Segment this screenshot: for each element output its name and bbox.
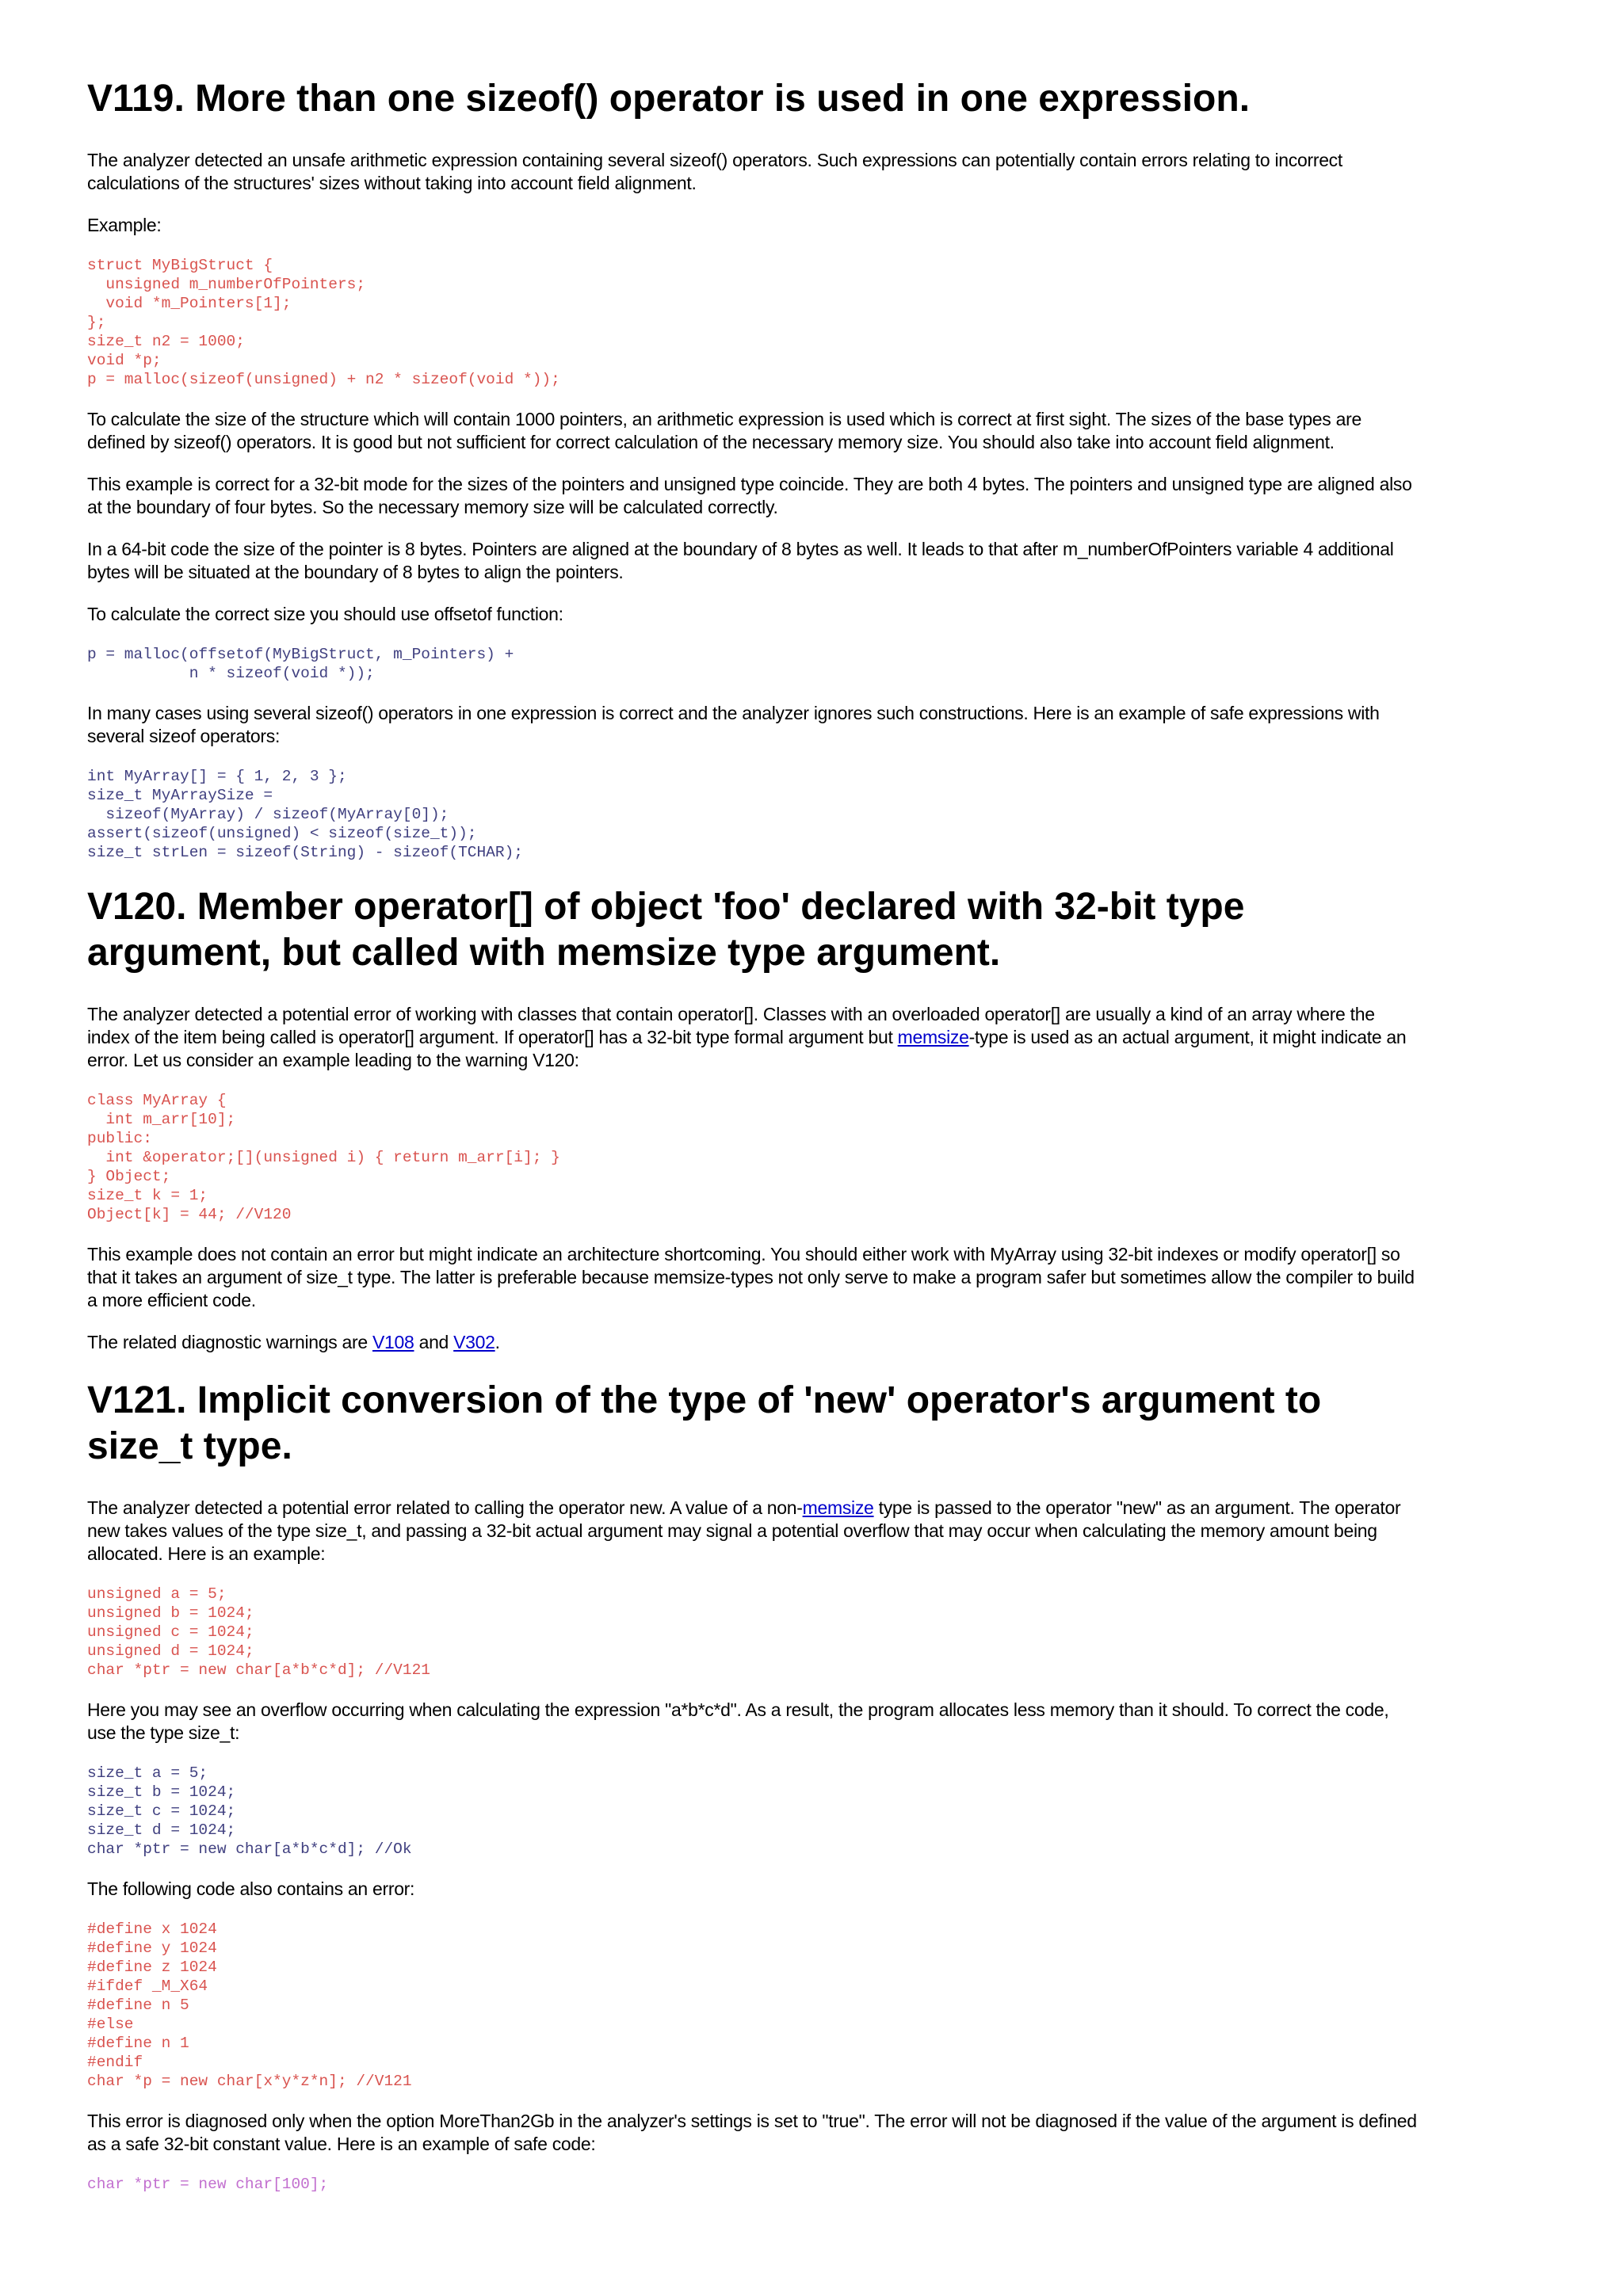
- paragraph: The analyzer detected an unsafe arithmetic expression containing several sizeof() operators. Such expressions can potentially contain errors relating to incorrect calculations of the structures' sizes without taking into account field alignment.: [87, 150, 1342, 193]
- paragraph: Here you may see an overflow occurring when calculating the expression "a*b*c*d". As a result, the program allocates less memory than it should. To correct the code, use the type size_t:: [87, 1699, 1389, 1743]
- section-title-v119: V119. More than one sizeof() operator is used in one expression.: [87, 78, 1251, 120]
- memsize-link[interactable]: memsize: [897, 1027, 969, 1047]
- paragraph: In many cases using several sizeof() operators in one expression is correct and the analyzer ignores such constructions. Here is an example of safe expressions with several sizeof operators:: [87, 703, 1380, 746]
- code-block: struct MyBigStruct { unsigned m_numberOfPointers; void *m_Pointers[1]; }; size_t n2 = 1000; void *p; p = malloc(sizeof(unsigned) + n2 * sizeof(void *));: [87, 257, 560, 388]
- paragraph: The following code also contains an error:: [87, 1878, 415, 1899]
- code-block: #define x 1024 #define y 1024 #define z 1024 #ifdef _M_X64 #define n 5 #else #define n 1 #endif char *p = new char[x*y*z*n]; //V121: [87, 1920, 412, 2090]
- paragraph: In a 64-bit code the size of the pointer is 8 bytes. Pointers are aligned at the boundary of 8 bytes as well. It leads to that after m_numberOfPointers variable 4 additional bytes will be situated at the boundary of 8 bytes to align the pointers.: [87, 539, 1394, 582]
- code-block: class MyArray { int m_arr[10]; public: int &operator;[](unsigned i) { return m_arr[i]; } } Object; size_t k = 1; Object[k] = 44; //V120: [87, 1092, 560, 1223]
- text: The analyzer detected a potential error related to calling the operator new. A value of a non-: [87, 1497, 803, 1518]
- text: The analyzer detected a potential error of working with classes that contain operator[]. Classes with an overloaded operator[] are usually a kind of an array where the index of the item being called is operator[] argument. If operator[] has a 32-bit type formal argument but: [87, 1004, 1375, 1047]
- memsize-link[interactable]: memsize: [802, 1497, 874, 1518]
- paragraph: This example is correct for a 32-bit mode for the sizes of the pointers and unsigned type coincide. They are both 4 bytes. The pointers and unsigned type are aligned also at the boundary of four bytes. So the necessary memory size will be calculated correctly.: [87, 474, 1412, 517]
- paragraph: To calculate the size of the structure which will contain 1000 pointers, an arithmetic expression is used which is correct at first sight. The sizes of the base types are defined by sizeof() operators. It is good but not sufficient for correct calculation of the necessary memory size. You should also take into account field alignment.: [87, 409, 1361, 452]
- text: .: [495, 1332, 500, 1352]
- section-title-v120: V120. Member operator[] of object 'foo' declared with 32-bit type argument, but called with memsize type argument.: [87, 886, 1245, 974]
- paragraph: This error is diagnosed only when the option MoreThan2Gb in the analyzer's settings is set to "true". The error will not be diagnosed if the value of the argument is defined as a safe 32-bit constant value. Here is an example of safe code:: [87, 2111, 1417, 2154]
- code-block: int MyArray[] = { 1, 2, 3 }; size_t MyArraySize = sizeof(MyArray) / sizeof(MyArray[0]); assert(sizeof(unsigned) < sizeof(size_t)); size_t strLen = sizeof(String) - sizeof(TCHAR);: [87, 768, 523, 861]
- text: The related diagnostic warnings are: [87, 1332, 372, 1352]
- paragraph: [87, 1497, 1417, 1566]
- paragraph: [87, 1331, 1417, 1354]
- paragraph: This example does not contain an error but might indicate an architecture shortcoming. You should either work with MyArray using 32-bit indexes or modify operator[] so that it takes an argument of size_t type. The latter is preferable because memsize-types not only serve to make a program safer but sometimes allow the compiler to build a more efficient code.: [87, 1244, 1415, 1310]
- paragraph: [87, 1003, 1417, 1072]
- code-block: unsigned a = 5; unsigned b = 1024; unsigned c = 1024; unsigned d = 1024; char *ptr = new char[a*b*c*d]; //V121: [87, 1585, 430, 1679]
- text: -type is used as an actual argument, it might indicate an error. Let us consider an example leading to the warning V120:: [87, 1027, 1407, 1070]
- section-title-v121: V121. Implicit conversion of the type of 'new' operator's argument to size_t type.: [87, 1379, 1322, 1467]
- code-block: size_t a = 5; size_t b = 1024; size_t c = 1024; size_t d = 1024; char *ptr = new char[a*b*c*d]; //Ok: [87, 1764, 412, 1858]
- text: and: [414, 1332, 454, 1352]
- code-block: p = malloc(offsetof(MyBigStruct, m_Pointers) + n * sizeof(void *));: [87, 646, 514, 682]
- v108-link[interactable]: V108: [372, 1332, 414, 1352]
- paragraph: Example:: [87, 215, 162, 235]
- v302-link[interactable]: V302: [453, 1332, 495, 1352]
- code-block: char *ptr = new char[100];: [87, 2176, 329, 2193]
- paragraph: To calculate the correct size you should use offsetof function:: [87, 604, 563, 624]
- text: type is passed to the operator "new" as an argument. The operator new takes values of the type size_t, and passing a 32-bit actual argument may signal a potential overflow that may occur when calculating the memory amount being allocated. Here is an example:: [87, 1497, 1401, 1564]
